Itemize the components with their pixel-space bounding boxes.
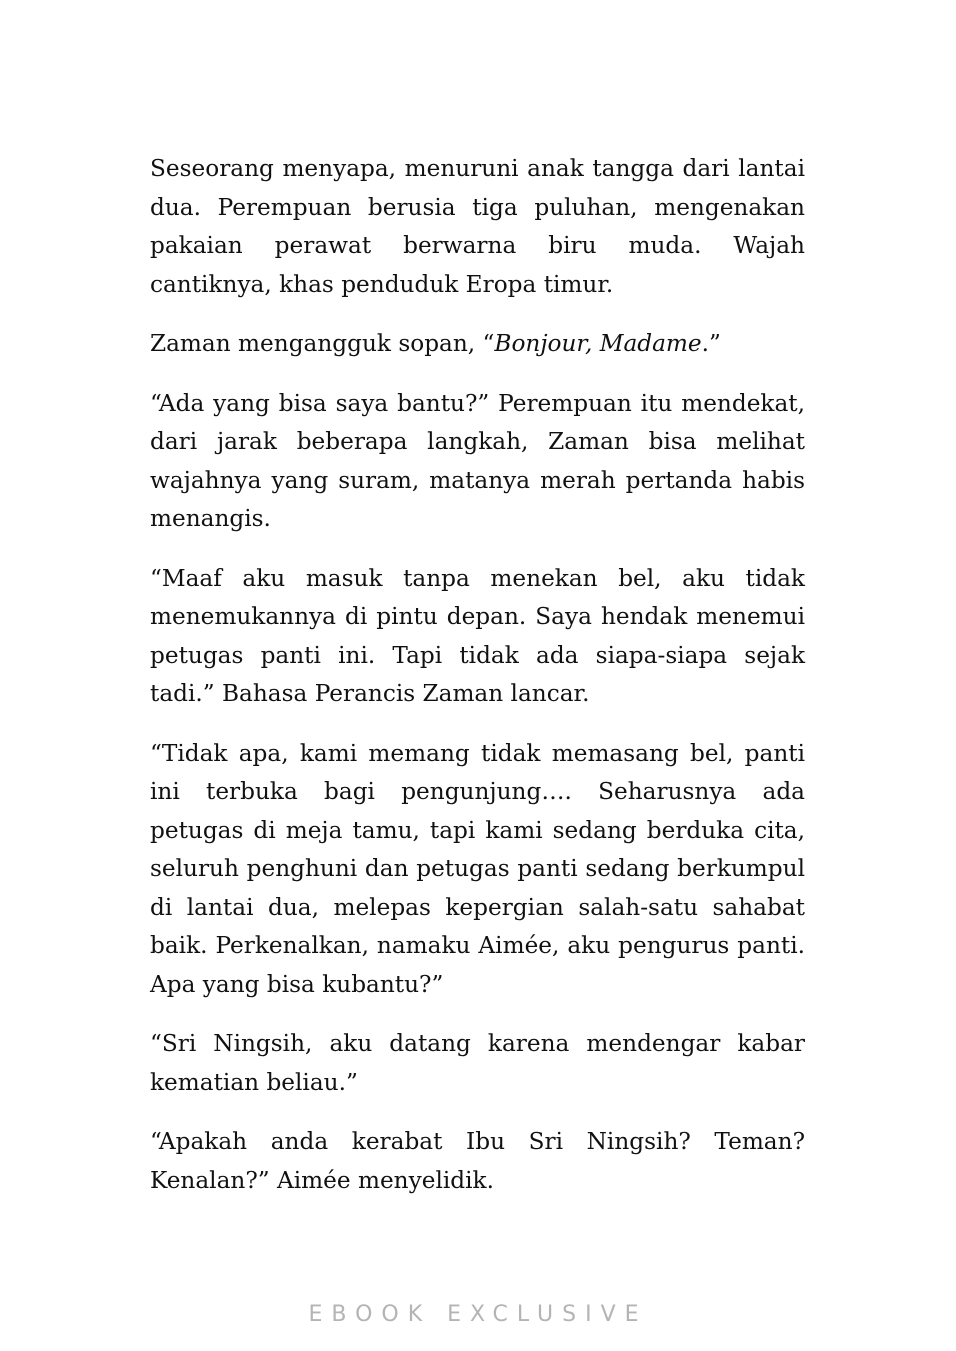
paragraph-2-before: Zaman mengangguk sopan, “ — [150, 330, 495, 357]
paragraph-1: Seseorang menyapa, menuruni anak tangga dari lantai dua. Perempuan berusia tiga puluhan, mengenakan pakaian perawat berwarna biru muda. Wajah cantiknya, khas penduduk Eropa timur. — [150, 155, 805, 298]
paragraph-5: “Tidak apa, kami memang tidak memasang bel, panti ini terbuka bagi pengunjung…. Seharusnya ada petugas di meja tamu, tapi kami sedang berduka cita, seluruh penghuni dan petugas panti sedang berkumpul di lantai dua, melepas kepergian salah-satu sahabat baik. Perkenalkan, namaku Aimée, aku pengurus panti. Apa yang bisa kubantu?” — [150, 739, 805, 998]
paragraph-4: “Maaf aku masuk tanpa menekan bel, aku tidak menemukannya di pintu depan. Saya hendak menemui petugas panti ini. Tapi tidak ada siapa-siapa sejak tadi.” Bahasa Perancis Zaman lancar. — [150, 564, 805, 707]
paragraph-2-italic: Bonjour, Madame — [494, 330, 702, 357]
page-body — [150, 150, 805, 1221]
paragraph-6: “Sri Ningsih, aku datang karena mendengar kabar kematian beliau.” — [150, 1030, 805, 1096]
footer-watermark: EBOOK EXCLUSIVE — [308, 1302, 648, 1327]
paragraph-2-after: .” — [701, 330, 721, 357]
paragraph-3: “Ada yang bisa saya bantu?” Perempuan itu mendekat, dari jarak beberapa langkah, Zaman bisa melihat wajahnya yang suram, matanya merah pertanda habis menangis. — [150, 389, 805, 532]
paragraph-7: “Apakah anda kerabat Ibu Sri Ningsih? Teman? Kenalan?” Aimée menyelidik. — [150, 1128, 805, 1194]
paragraph-2 — [150, 325, 805, 364]
